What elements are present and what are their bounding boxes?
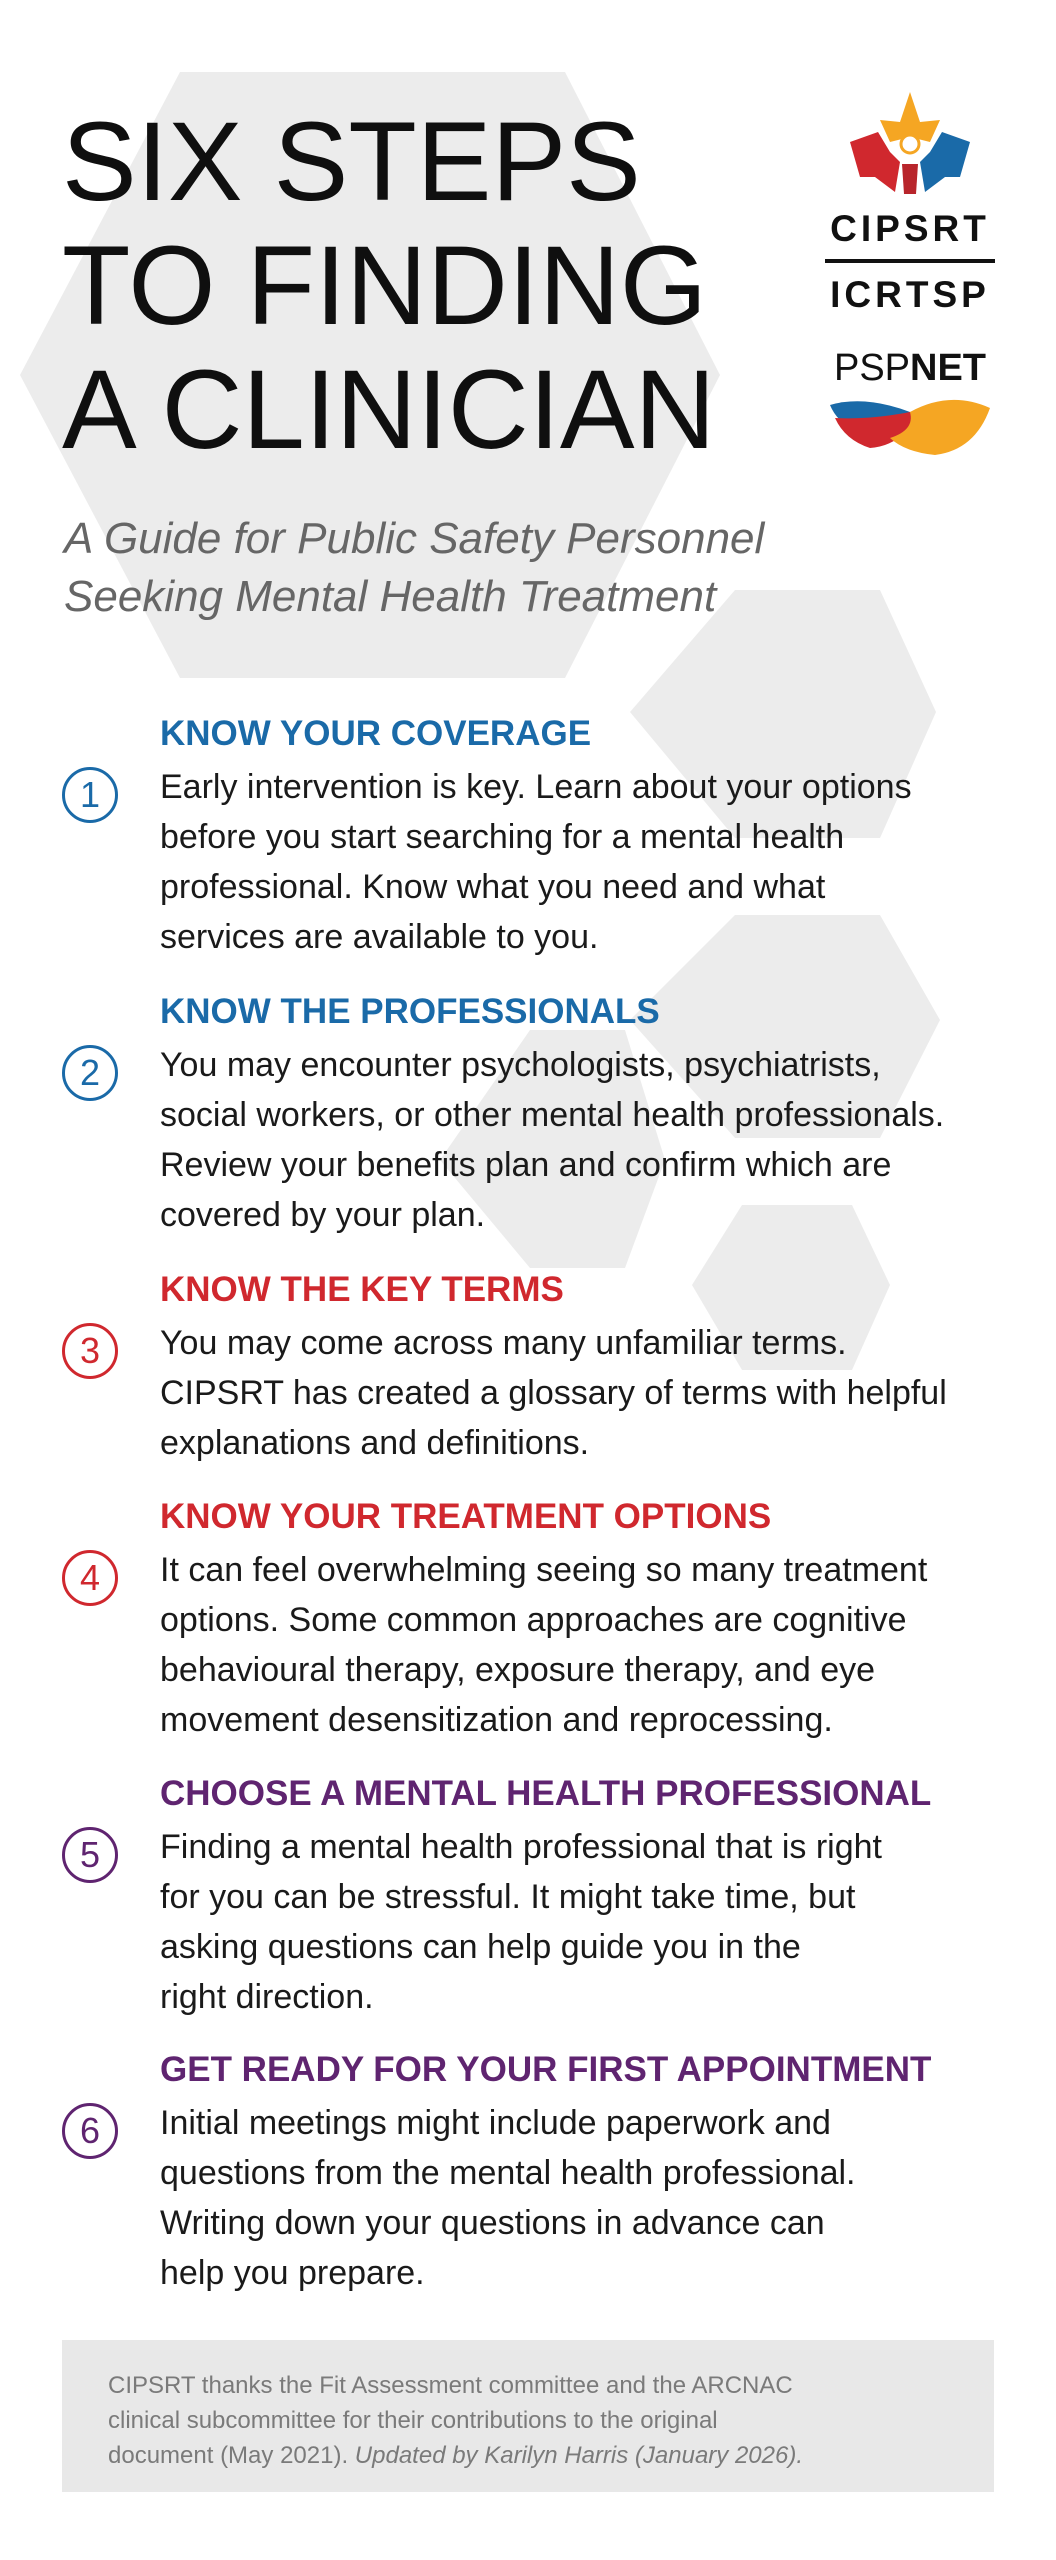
subtitle-line-1: A Guide for Public Safety Personnel (64, 514, 765, 563)
step-body (160, 1545, 1020, 1745)
title-line-2: TO FINDING (62, 223, 708, 348)
step-body-line: services are available to you. (160, 918, 599, 956)
step-body-line: social workers, or other mental health professionals. (160, 1096, 945, 1134)
step-body-line: Finding a mental health professional that is right (160, 1828, 882, 1866)
step-heading: GET READY FOR YOUR FIRST APPOINTMENT (160, 2050, 932, 2089)
step-body-line: explanations and definitions. (160, 1424, 590, 1462)
icrtsp-logo-text: ICRTSP (830, 274, 990, 315)
step-body-line: You may encounter psychologists, psychiatrists, (160, 1046, 881, 1084)
step-heading: CHOOSE A MENTAL HEALTH PROFESSIONAL (160, 1774, 932, 1813)
pspnet-bold: NET (910, 347, 987, 389)
pspnet-swoosh-icon (825, 390, 995, 460)
cipsrt-logo-text: CIPSRT (830, 208, 990, 249)
step-body-line: asking questions can help guide you in the (160, 1928, 801, 1966)
step-body-line: questions from the mental health professional. (160, 2154, 856, 2192)
step-body-line: professional. Know what you need and what (160, 868, 826, 906)
step-body-line: before you start searching for a mental health (160, 818, 845, 856)
step-body-line: Initial meetings might include paperwork and (160, 2104, 831, 2142)
step-body-line: CIPSRT has created a glossary of terms with helpful (160, 1374, 947, 1412)
step-body-line: for you can be stressful. It might take time, but (160, 1878, 856, 1916)
maple-leaf-logo-icon (830, 82, 990, 202)
step-body (160, 1822, 1020, 2022)
step-body-line: It can feel overwhelming seeing so many treatment (160, 1551, 928, 1589)
step-body-line: Writing down your questions in advance can (160, 2204, 825, 2242)
step-heading: KNOW YOUR TREATMENT OPTIONS (160, 1497, 772, 1536)
footer-line-1: CIPSRT thanks the Fit Assessment committee and the ARCNAC (108, 2372, 793, 2399)
pspnet-light: PSP (833, 347, 911, 389)
step-body-line: movement desensitization and reprocessing. (160, 1701, 833, 1739)
step-number-circle: 5 (62, 1827, 118, 1883)
step-body-line: covered by your plan. (160, 1196, 486, 1234)
step-heading: KNOW THE PROFESSIONALS (160, 992, 660, 1031)
step-heading: KNOW YOUR COVERAGE (160, 714, 592, 753)
step-body-line: Early intervention is key. Learn about your options (160, 768, 912, 806)
step-number-circle: 1 (62, 767, 118, 823)
step-number-circle: 6 (62, 2103, 118, 2159)
step-number-circle: 2 (62, 1045, 118, 1101)
logo-divider (825, 259, 995, 263)
step-body (160, 2098, 1020, 2298)
step-body (160, 1318, 1020, 1468)
title-line-3: A CLINICIAN (62, 347, 716, 472)
step-body-line: right direction. (160, 1978, 374, 2016)
acknowledgement-footer (62, 2340, 994, 2492)
title-line-1: SIX STEPS (62, 99, 641, 224)
step-number-circle: 4 (62, 1550, 118, 1606)
step-body-line: help you prepare. (160, 2254, 425, 2292)
page-subtitle (64, 510, 764, 626)
logo-area (820, 82, 1000, 465)
pspnet-logo-text (820, 347, 1000, 390)
step-body-line: behavioural therapy, exposure therapy, and eye (160, 1651, 876, 1689)
step-body-line: Review your benefits plan and confirm which are (160, 1146, 892, 1184)
step-body-line: You may come across many unfamiliar terms. (160, 1324, 847, 1362)
step-heading: KNOW THE KEY TERMS (160, 1270, 564, 1309)
footer-line-3 (108, 2438, 948, 2473)
step-number-circle: 3 (62, 1323, 118, 1379)
subtitle-line-2: Seeking Mental Health Treatment (64, 572, 717, 621)
step-body (160, 1040, 1020, 1240)
footer-line-3-plain: document (May 2021). (108, 2442, 355, 2469)
step-body-line: options. Some common approaches are cognitive (160, 1601, 907, 1639)
footer-line-2: clinical subcommittee for their contributions to the original (108, 2407, 718, 2434)
page-title (62, 100, 716, 472)
footer-update-note: Updated by Karilyn Harris (January 2026). (354, 2442, 804, 2469)
step-body (160, 762, 1020, 962)
